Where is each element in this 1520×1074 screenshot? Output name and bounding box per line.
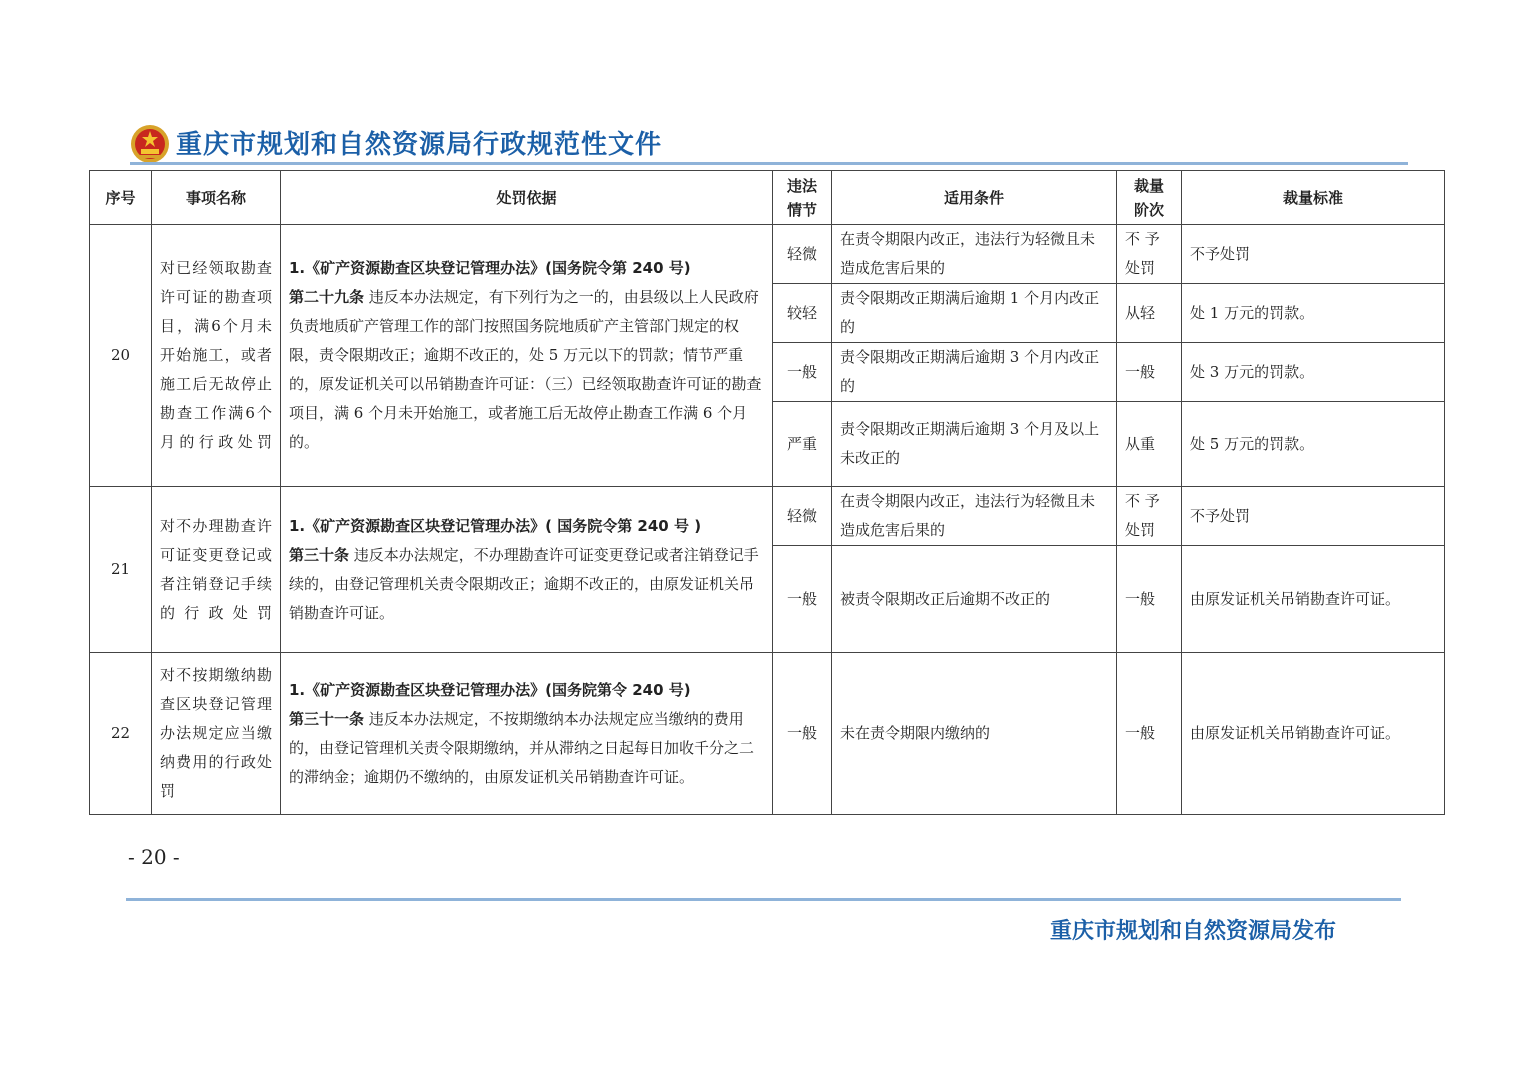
header-seq: 序号 [90, 171, 152, 225]
tier: 一般 [1117, 546, 1182, 653]
table-row [90, 653, 1445, 815]
condition: 被责令限期改正后逾期不改正的 [832, 546, 1117, 653]
header-severity-text: 违法情节 [786, 176, 817, 219]
severity: 一般 [773, 653, 832, 815]
item-name: 对不按期缴纳勘查区块登记管理办法规定应当缴纳费用的行政处罚 [152, 653, 281, 815]
publisher-label: 重庆市规划和自然资源局发布 [1050, 919, 1337, 944]
tier: 从重 [1117, 402, 1182, 487]
condition: 在责令期限内改正，违法行为轻微且未造成危害后果的 [832, 487, 1117, 546]
tier: 一般 [1117, 653, 1182, 815]
header-tier [1117, 171, 1182, 225]
page-number: - 20 - [128, 845, 180, 869]
table-header-row [90, 171, 1445, 225]
severity: 轻微 [773, 225, 832, 284]
tier: 从轻 [1117, 284, 1182, 343]
severity: 较轻 [773, 284, 832, 343]
condition: 未在责令期限内缴纳的 [832, 653, 1117, 815]
standard: 不予处罚 [1182, 487, 1445, 546]
standard: 不予处罚 [1182, 225, 1445, 284]
condition: 责令限期改正期满后逾期 3 个月内改正的 [832, 343, 1117, 402]
severity: 轻微 [773, 487, 832, 546]
penalty-basis [281, 225, 773, 487]
document-header-title: 重庆市规划和自然资源局行政规范性文件 [176, 130, 663, 160]
standard: 处 3 万元的罚款。 [1182, 343, 1445, 402]
header-item-name: 事项名称 [152, 171, 281, 225]
penalty-basis [281, 653, 773, 815]
condition: 责令限期改正期满后逾期 3 个月及以上未改正的 [832, 402, 1117, 487]
basis-law-title: 1.《矿产资源勘查区块登记管理办法》(国务院令第 240 号) [289, 259, 691, 277]
item-name: 对不办理勘查许可证变更登记或者注销登记手续的行政处罚 [152, 487, 281, 653]
severity: 一般 [773, 343, 832, 402]
header-basis: 处罚依据 [281, 171, 773, 225]
basis-article: 第三十一条 [289, 709, 365, 728]
basis-text: 违反本办法规定，不办理勘查许可证变更登记或者注销登记手续的，由登记管理机关责令限期改正；逾期不改正的，由原发证机关吊销勘查许可证。 [289, 545, 759, 622]
header-condition: 适用条件 [832, 171, 1117, 225]
standard: 处 5 万元的罚款。 [1182, 402, 1445, 487]
row-number: 22 [90, 653, 152, 815]
basis-text: 违反本办法规定，有下列行为之一的，由县级以上人民政府负责地质矿产管理工作的部门按照国务院地质矿产主管部门规定的权限，责令限期改正；逾期不改正的，处 5 万元以下的罚款；情节严重的，原发证机关可以吊销勘查许可证：（三）已经领取勘查许可证的勘查项目，满 6 个月未开始施工，或者施工后无故停止勘查工作满 6 个月的。 [289, 288, 762, 451]
penalty-discretion-table [89, 170, 1445, 815]
basis-law-title: 1.《矿产资源勘查区块登记管理办法》( 国务院令第 240 号 ) [289, 516, 702, 535]
header-severity [773, 171, 832, 225]
item-name: 对已经领取勘查许可证的勘查项目，满6个月未开始施工，或者施工后无故停止勘查工作满6个月的行政处罚 [152, 225, 281, 487]
severity: 严重 [773, 402, 832, 487]
basis-article: 第三十条 [289, 545, 350, 564]
table-row [90, 487, 1445, 546]
standard: 由原发证机关吊销勘查许可证。 [1182, 653, 1445, 815]
table-row [90, 225, 1445, 284]
severity: 一般 [773, 546, 832, 653]
header-standard: 裁量标准 [1182, 171, 1445, 225]
tier: 不 予 处罚 [1117, 487, 1182, 546]
tier: 不 予 处罚 [1117, 225, 1182, 284]
basis-article: 第二十九条 [289, 288, 365, 306]
row-number: 20 [90, 225, 152, 487]
national-emblem-icon [130, 124, 170, 164]
condition: 责令限期改正期满后逾期 1 个月内改正的 [832, 284, 1117, 343]
header-divider [130, 162, 1408, 165]
tier: 一般 [1117, 343, 1182, 402]
standard: 由原发证机关吊销勘查许可证。 [1182, 546, 1445, 653]
standard: 处 1 万元的罚款。 [1182, 284, 1445, 343]
penalty-basis [281, 487, 773, 653]
basis-text: 违反本办法规定，不按期缴纳本办法规定应当缴纳的费用的，由登记管理机关责令限期缴纳，并从滞纳之日起每日加收千分之二的滞纳金；逾期仍不缴纳的，由原发证机关吊销勘查许可证。 [289, 709, 755, 786]
condition: 在责令期限内改正，违法行为轻微且未造成危害后果的 [832, 225, 1117, 284]
row-number: 21 [90, 487, 152, 653]
footer-divider [126, 898, 1401, 901]
basis-law-title: 1.《矿产资源勘查区块登记管理办法》(国务院第令 240 号) [289, 680, 691, 699]
header-tier-text: 裁量阶次 [1133, 176, 1164, 219]
